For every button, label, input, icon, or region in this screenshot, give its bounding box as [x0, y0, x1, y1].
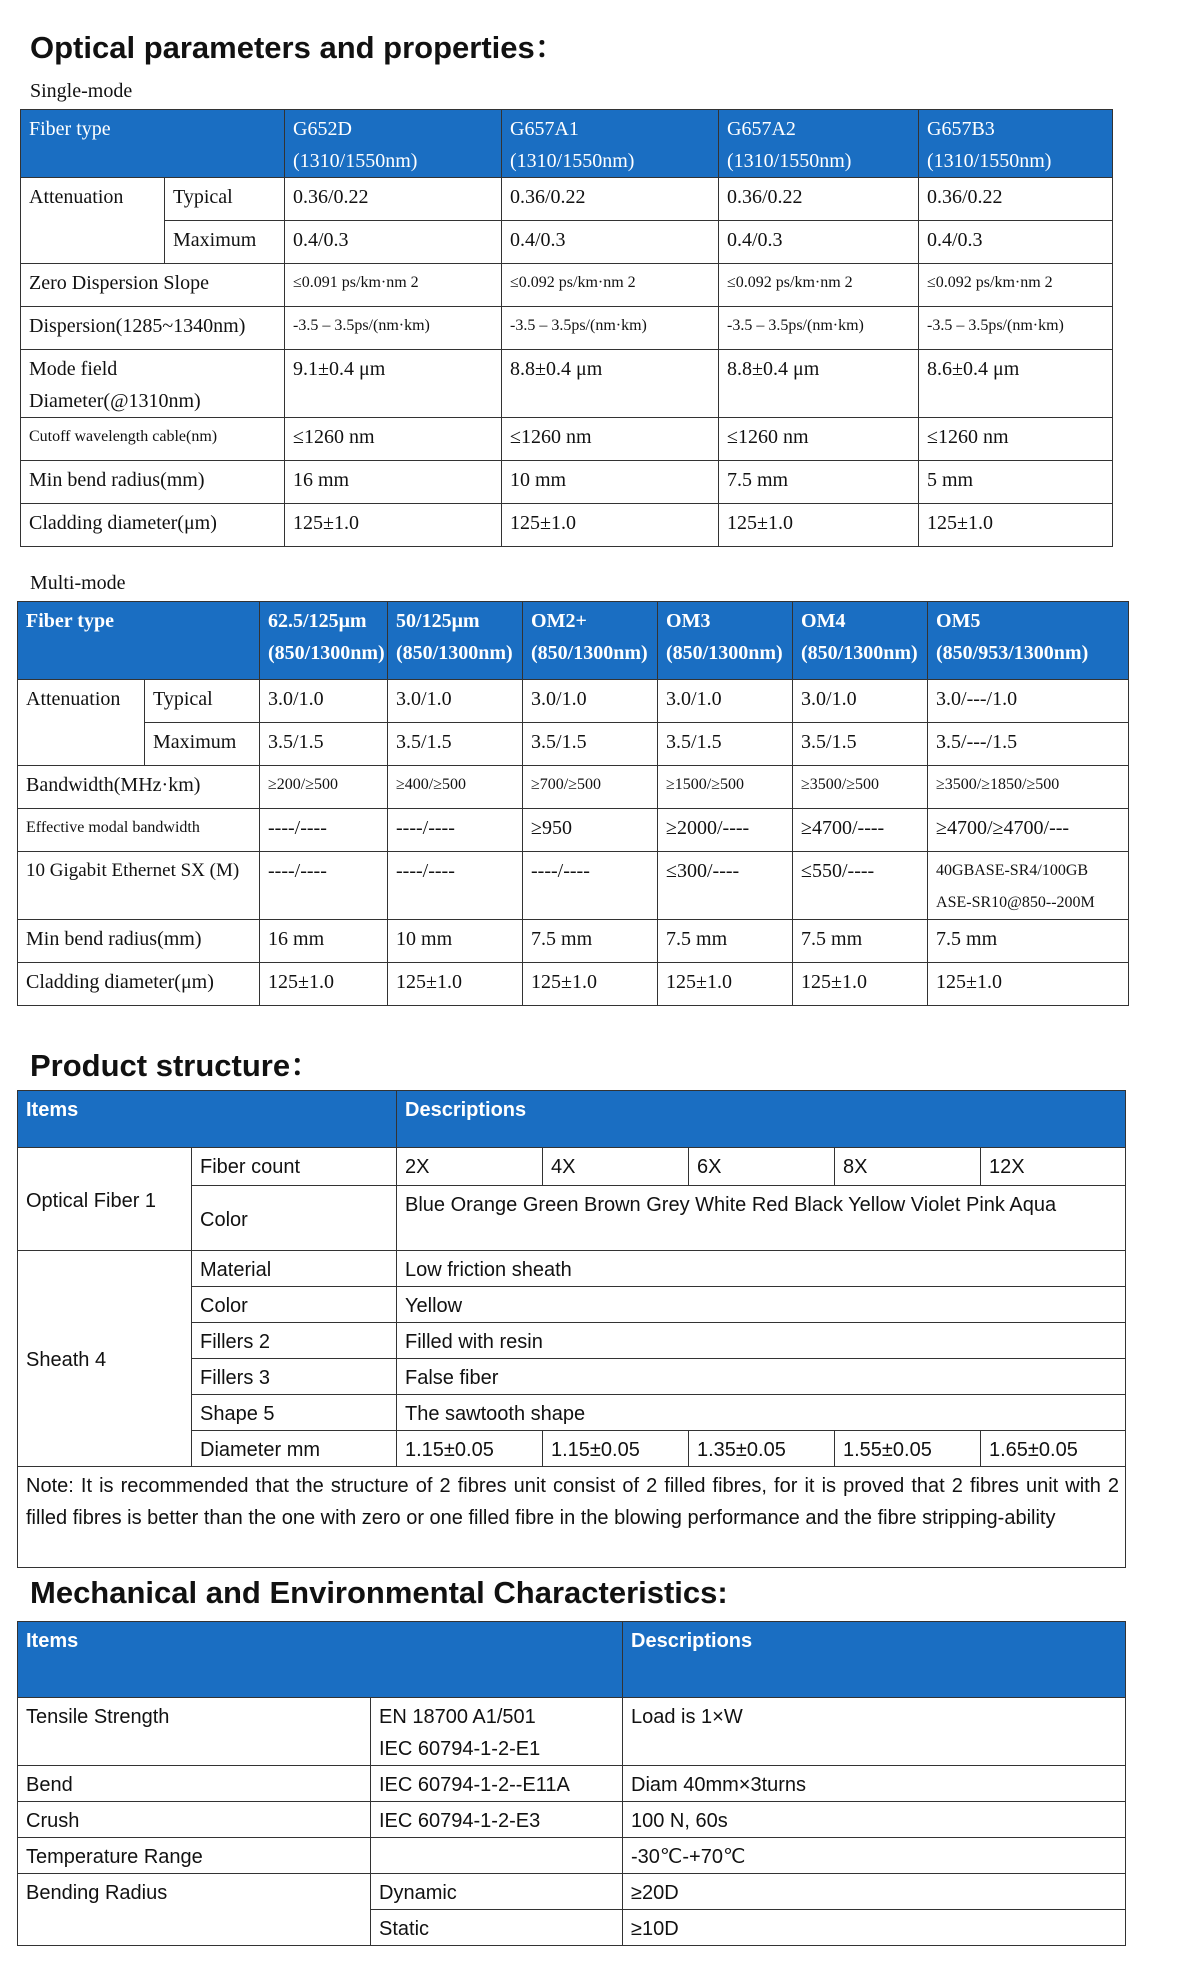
table-cell: ≥4700/---- [793, 809, 928, 852]
header-col: OM5 (850/953/1300nm) [928, 602, 1129, 680]
table-cell: 1.15±0.05 [397, 1431, 543, 1467]
table-cell: 3.5/1.5 [793, 723, 928, 766]
multi-mode-table [17, 601, 1129, 1006]
table-cell: 3.5/1.5 [523, 723, 658, 766]
row-label: Tensile Strength [18, 1698, 371, 1766]
table-cell: ≤0.091 ps/km·nm 2 [285, 264, 502, 307]
table-cell: -3.5 – 3.5ps/(nm·km) [919, 307, 1113, 350]
row-label: Zero Dispersion Slope [21, 264, 285, 307]
table-cell: 3.0/1.0 [260, 680, 388, 723]
row-label: Crush [18, 1802, 371, 1838]
table-row [18, 1698, 1126, 1766]
row-label: Mode field Diameter(@1310nm) [21, 350, 285, 418]
attenuation-label: Attenuation [21, 178, 165, 264]
table-cell: ≤300/---- [658, 852, 793, 920]
table-cell: 8.6±0.4 μm [919, 350, 1113, 418]
typical-label: Typical [165, 178, 285, 221]
header-col: G657A2 (1310/1550nm) [719, 110, 919, 178]
table-cell: ≥950 [523, 809, 658, 852]
table-cell: Filled with resin [397, 1323, 1126, 1359]
header-col: 62.5/125μm (850/1300nm) [260, 602, 388, 680]
header-descriptions: Descriptions [623, 1622, 1126, 1698]
diameter-label: Diameter mm [192, 1431, 397, 1467]
header-items: Items [18, 1622, 623, 1698]
table-row [18, 1874, 1126, 1910]
table-cell: IEC 60794-1-2--E11A [371, 1766, 623, 1802]
row-label: Cutoff wavelength cable(nm) [21, 418, 285, 461]
table-cell: 1.55±0.05 [835, 1431, 981, 1467]
row-label: Min bend radius(mm) [21, 461, 285, 504]
table-cell: 16 mm [285, 461, 502, 504]
table-cell: Load is 1×W [623, 1698, 1126, 1766]
table-cell: 125±1.0 [502, 504, 719, 547]
table-row [18, 1766, 1126, 1802]
table-cell: 4X [543, 1148, 689, 1186]
table-header-row [18, 1622, 1126, 1698]
row-label: Fillers 2 [192, 1323, 397, 1359]
mechanical-section-title: Mechanical and Environmental Characteristics: [30, 1575, 728, 1610]
table-cell: 125±1.0 [928, 963, 1129, 1006]
table-cell: 3.5/1.5 [658, 723, 793, 766]
row-label: Bandwidth(MHz·km) [18, 766, 260, 809]
table-cell: 12X [981, 1148, 1126, 1186]
table-row [18, 1148, 1126, 1186]
table-cell: Yellow [397, 1287, 1126, 1323]
row-label: Effective modal bandwidth [18, 809, 260, 852]
structure-note: Note: It is recommended that the structure of 2 fibres unit consist of 2 filled fibres, for it is proved that 2 fibres unit with 2 filled fibres is better than the one with zero or one filled fibre in the blowing performance and the fibre stripping-ability [18, 1467, 1126, 1568]
row-label: Material [192, 1251, 397, 1287]
table-cell: 3.0/1.0 [523, 680, 658, 723]
header-col: 50/125μm (850/1300nm) [388, 602, 523, 680]
table-row [18, 963, 1129, 1006]
table-cell: 5 mm [919, 461, 1113, 504]
row-label: Shape 5 [192, 1395, 397, 1431]
fiber-color-value: Blue Orange Green Brown Grey White Red Black Yellow Violet Pink Aqua [397, 1186, 1126, 1251]
table-row [18, 852, 1129, 920]
table-cell: 125±1.0 [523, 963, 658, 1006]
table-cell: ≥2000/---- [658, 809, 793, 852]
maximum-label: Maximum [145, 723, 260, 766]
table-cell: 0.36/0.22 [502, 178, 719, 221]
row-label: Fillers 3 [192, 1359, 397, 1395]
table-cell: ≥20D [623, 1874, 1126, 1910]
table-cell: 125±1.0 [388, 963, 523, 1006]
table-cell: 100 N, 60s [623, 1802, 1126, 1838]
table-cell: 0.4/0.3 [502, 221, 719, 264]
table-cell: ----/---- [388, 809, 523, 852]
table-cell: 7.5 mm [928, 920, 1129, 963]
table-cell: 0.36/0.22 [719, 178, 919, 221]
multi-mode-label: Multi-mode [30, 572, 126, 594]
sheath-label: Sheath 4 [18, 1251, 192, 1467]
table-cell: 0.36/0.22 [285, 178, 502, 221]
table-cell: ----/---- [388, 852, 523, 920]
table-cell: 8.8±0.4 μm [719, 350, 919, 418]
row-label: 10 Gigabit Ethernet SX (M) [18, 852, 260, 920]
table-cell: 125±1.0 [658, 963, 793, 1006]
table-cell: 0.4/0.3 [285, 221, 502, 264]
fiber-color-label: Color [192, 1186, 397, 1251]
table-cell: ≤0.092 ps/km·nm 2 [719, 264, 919, 307]
header-descriptions: Descriptions [397, 1091, 1126, 1148]
table-cell: 0.4/0.3 [719, 221, 919, 264]
table-row [21, 461, 1113, 504]
mechanical-table [17, 1621, 1126, 1946]
table-cell: ----/---- [260, 809, 388, 852]
table-cell: ≥700/≥500 [523, 766, 658, 809]
table-cell: ≥10D [623, 1910, 1126, 1946]
table-cell: ≥200/≥500 [260, 766, 388, 809]
product-structure-table [17, 1090, 1126, 1568]
header-col: G657B3 (1310/1550nm) [919, 110, 1113, 178]
table-cell: 3.5/---/1.5 [928, 723, 1129, 766]
table-cell: 7.5 mm [793, 920, 928, 963]
table-cell: 0.4/0.3 [919, 221, 1113, 264]
optical-fiber-label: Optical Fiber 1 [18, 1148, 192, 1251]
table-cell: ≤0.092 ps/km·nm 2 [502, 264, 719, 307]
header-col: G652D (1310/1550nm) [285, 110, 502, 178]
table-cell: 9.1±0.4 μm [285, 350, 502, 418]
table-row [21, 350, 1113, 418]
single-mode-table [20, 109, 1113, 547]
table-cell: ≥3500/≥1850/≥500 [928, 766, 1129, 809]
table-cell: 3.0/---/1.0 [928, 680, 1129, 723]
table-row [18, 1467, 1126, 1568]
table-cell: -3.5 – 3.5ps/(nm·km) [502, 307, 719, 350]
table-cell: 10 mm [388, 920, 523, 963]
table-row [18, 1251, 1126, 1287]
table-cell: 10 mm [502, 461, 719, 504]
table-header-row [18, 1091, 1126, 1148]
table-row [21, 418, 1113, 461]
table-cell: False fiber [397, 1359, 1126, 1395]
row-label: Dispersion(1285~1340nm) [21, 307, 285, 350]
maximum-label: Maximum [165, 221, 285, 264]
table-cell: 40GBASE-SR4/100GB ASE-SR10@850--200M [928, 852, 1129, 920]
table-row [21, 221, 1113, 264]
table-cell: 1.65±0.05 [981, 1431, 1126, 1467]
row-label: Cladding diameter(μm) [18, 963, 260, 1006]
table-cell: 3.0/1.0 [658, 680, 793, 723]
table-cell: 3.0/1.0 [793, 680, 928, 723]
table-row [18, 1838, 1126, 1874]
table-cell: -3.5 – 3.5ps/(nm·km) [719, 307, 919, 350]
table-cell: 1.15±0.05 [543, 1431, 689, 1467]
table-row [21, 307, 1113, 350]
table-cell: 125±1.0 [919, 504, 1113, 547]
table-cell: 125±1.0 [260, 963, 388, 1006]
table-cell: Dynamic [371, 1874, 623, 1910]
table-row [21, 504, 1113, 547]
table-cell: ----/---- [523, 852, 658, 920]
table-cell: ≤550/---- [793, 852, 928, 920]
table-cell: 3.5/1.5 [260, 723, 388, 766]
table-cell: ----/---- [260, 852, 388, 920]
table-cell: ≥3500/≥500 [793, 766, 928, 809]
table-cell: ≥400/≥500 [388, 766, 523, 809]
table-header-row [21, 110, 1113, 178]
table-cell: 8.8±0.4 μm [502, 350, 719, 418]
table-cell: ≤1260 nm [719, 418, 919, 461]
table-cell: 125±1.0 [719, 504, 919, 547]
table-cell: IEC 60794-1-2-E3 [371, 1802, 623, 1838]
row-label: Min bend radius(mm) [18, 920, 260, 963]
row-label: Temperature Range [18, 1838, 371, 1874]
table-cell: Static [371, 1910, 623, 1946]
table-row [18, 1802, 1126, 1838]
table-cell: ≤0.092 ps/km·nm 2 [919, 264, 1113, 307]
attenuation-label: Attenuation [18, 680, 145, 766]
single-mode-label: Single-mode [30, 80, 133, 102]
row-label: Bend [18, 1766, 371, 1802]
table-row [18, 680, 1129, 723]
table-cell: 7.5 mm [719, 461, 919, 504]
typical-label: Typical [145, 680, 260, 723]
table-cell: EN 18700 A1/501 IEC 60794-1-2-E1 [371, 1698, 623, 1766]
row-label: Color [192, 1287, 397, 1323]
table-cell: 6X [689, 1148, 835, 1186]
fiber-count-label: Fiber count [192, 1148, 397, 1186]
table-cell: 2X [397, 1148, 543, 1186]
table-cell [371, 1838, 623, 1874]
header-col: G657A1 (1310/1550nm) [502, 110, 719, 178]
table-row [18, 723, 1129, 766]
table-cell: The sawtooth shape [397, 1395, 1126, 1431]
table-cell: ≥1500/≥500 [658, 766, 793, 809]
table-cell: 8X [835, 1148, 981, 1186]
header-col: OM2+ (850/1300nm) [523, 602, 658, 680]
table-cell: ≤1260 nm [285, 418, 502, 461]
table-cell: ≥4700/≥4700/--- [928, 809, 1129, 852]
table-row [18, 809, 1129, 852]
structure-section-title: Product structure： [30, 1048, 322, 1083]
table-row [18, 766, 1129, 809]
table-cell: 125±1.0 [793, 963, 928, 1006]
table-cell: 1.35±0.05 [689, 1431, 835, 1467]
table-header-row [18, 602, 1129, 680]
table-cell: 3.5/1.5 [388, 723, 523, 766]
table-cell: 3.0/1.0 [388, 680, 523, 723]
table-row [18, 920, 1129, 963]
header-fiber-type: Fiber type [21, 110, 285, 178]
table-row [21, 264, 1113, 307]
table-cell: 7.5 mm [523, 920, 658, 963]
table-row [21, 178, 1113, 221]
table-cell: 16 mm [260, 920, 388, 963]
table-cell: 0.36/0.22 [919, 178, 1113, 221]
table-cell: 7.5 mm [658, 920, 793, 963]
header-col: OM4 (850/1300nm) [793, 602, 928, 680]
table-cell: Low friction sheath [397, 1251, 1126, 1287]
row-label: Cladding diameter(μm) [21, 504, 285, 547]
table-cell: 125±1.0 [285, 504, 502, 547]
header-items: Items [18, 1091, 397, 1148]
row-label: Bending Radius [18, 1874, 371, 1946]
table-cell: ≤1260 nm [502, 418, 719, 461]
table-cell: ≤1260 nm [919, 418, 1113, 461]
table-cell: -30℃-+70℃ [623, 1838, 1126, 1874]
table-cell: -3.5 – 3.5ps/(nm·km) [285, 307, 502, 350]
header-col: OM3 (850/1300nm) [658, 602, 793, 680]
header-fiber-type: Fiber type [18, 602, 260, 680]
table-cell: Diam 40mm×3turns [623, 1766, 1126, 1802]
optical-section-title: Optical parameters and properties： [30, 30, 566, 65]
